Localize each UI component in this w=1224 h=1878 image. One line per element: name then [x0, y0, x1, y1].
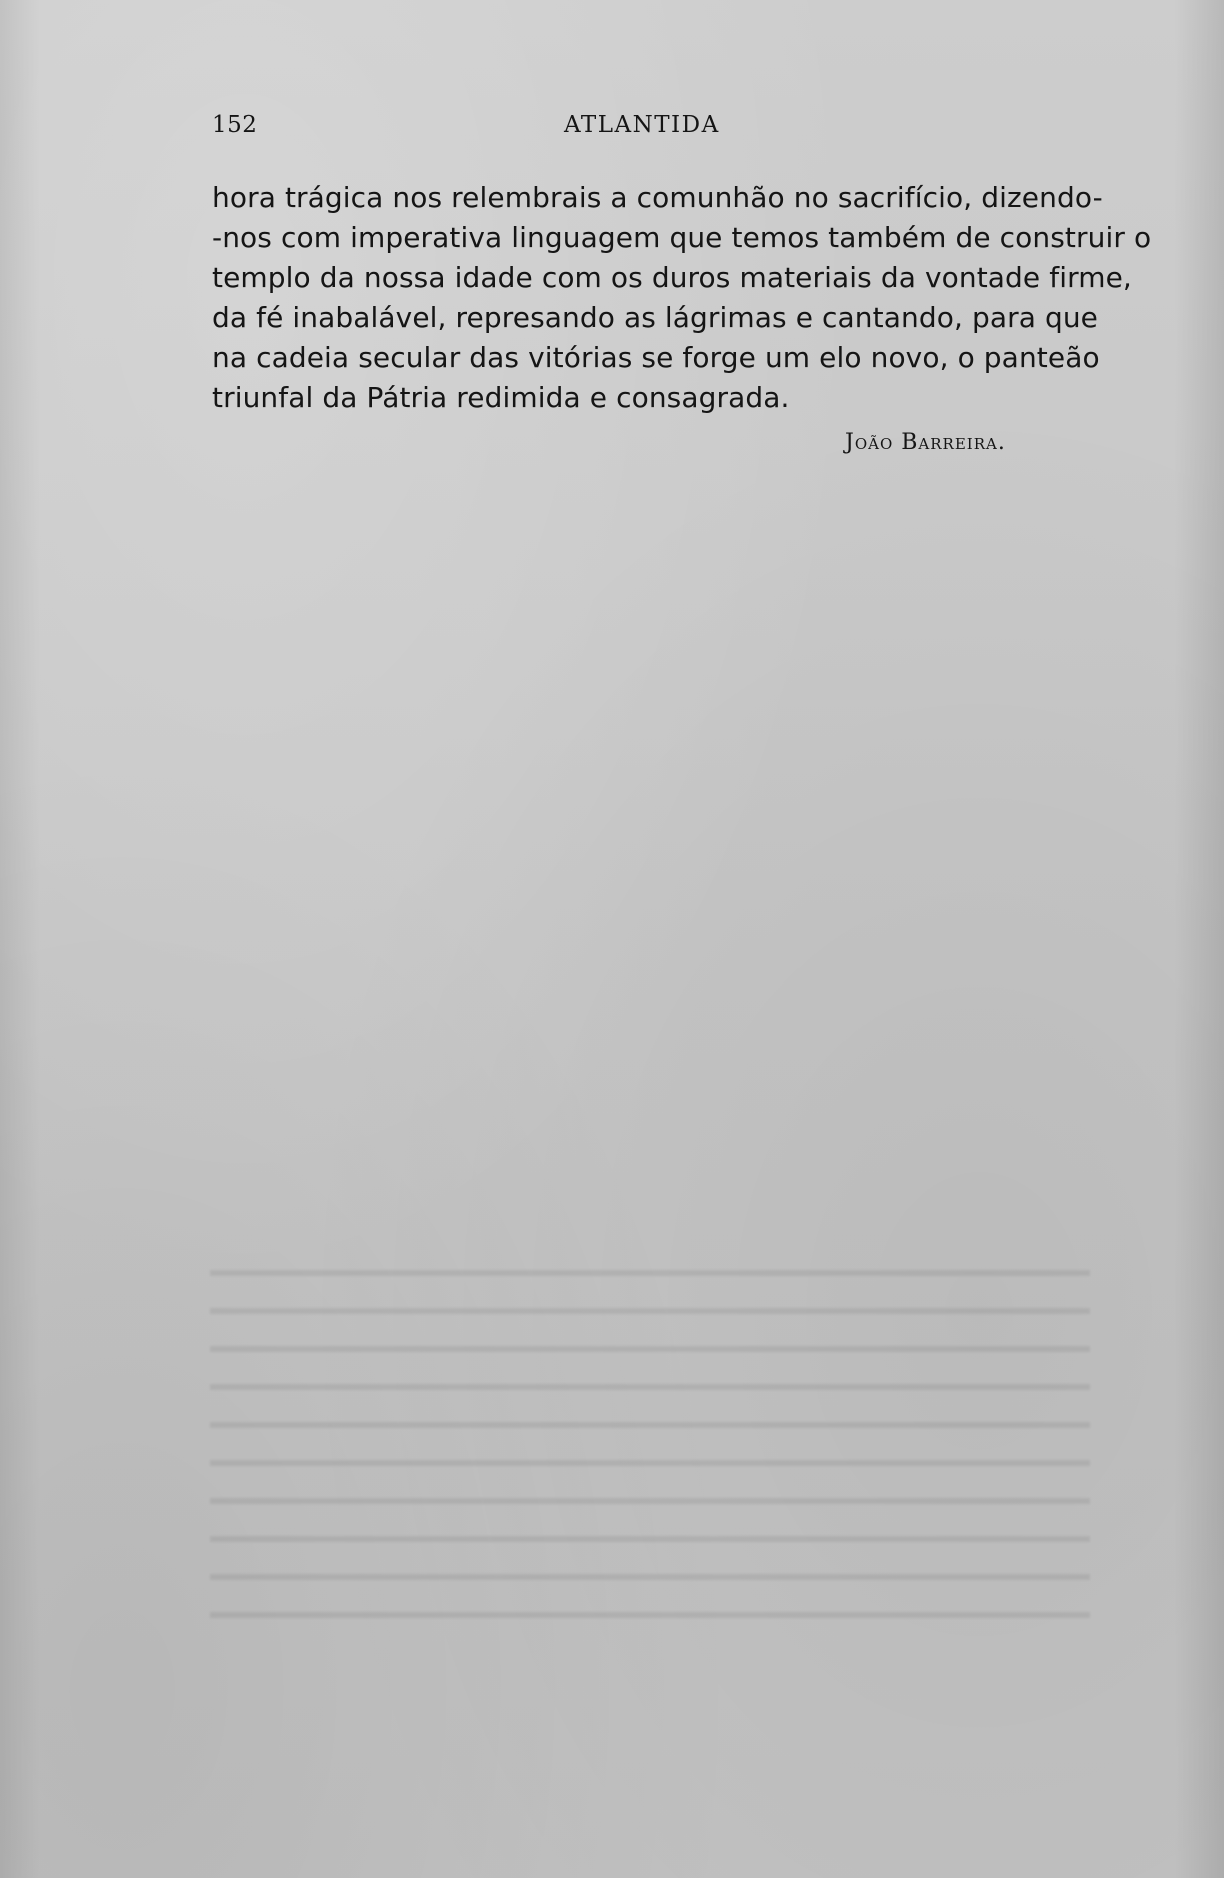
body-paragraph [212, 178, 1152, 418]
page-header [212, 112, 1082, 142]
text-line: da fé inabalável, represando as lágrimas e cantando, para que [212, 301, 1098, 334]
text-line: templo da nossa idade com os duros materiais da vontade firme, [212, 261, 1132, 294]
text-line: na cadeia secular das vitórias se forge um elo novo, o panteão [212, 341, 1100, 374]
author-signature: João Barreira. [845, 430, 1006, 455]
page-edge-shadow-right [1174, 0, 1224, 1878]
show-through-text [210, 1270, 1090, 1630]
running-head: ATLANTIDA [564, 112, 720, 138]
text-line: -nos com imperativa linguagem que temos também de construir o [212, 221, 1152, 254]
page-number: 152 [212, 112, 258, 138]
text-line: hora trágica nos relembrais a comunhão no sacrifício, dizendo- [212, 181, 1103, 214]
page-edge-shadow-left [0, 0, 40, 1878]
text-line: triunfal da Pátria redimida e consagrada. [212, 381, 790, 414]
